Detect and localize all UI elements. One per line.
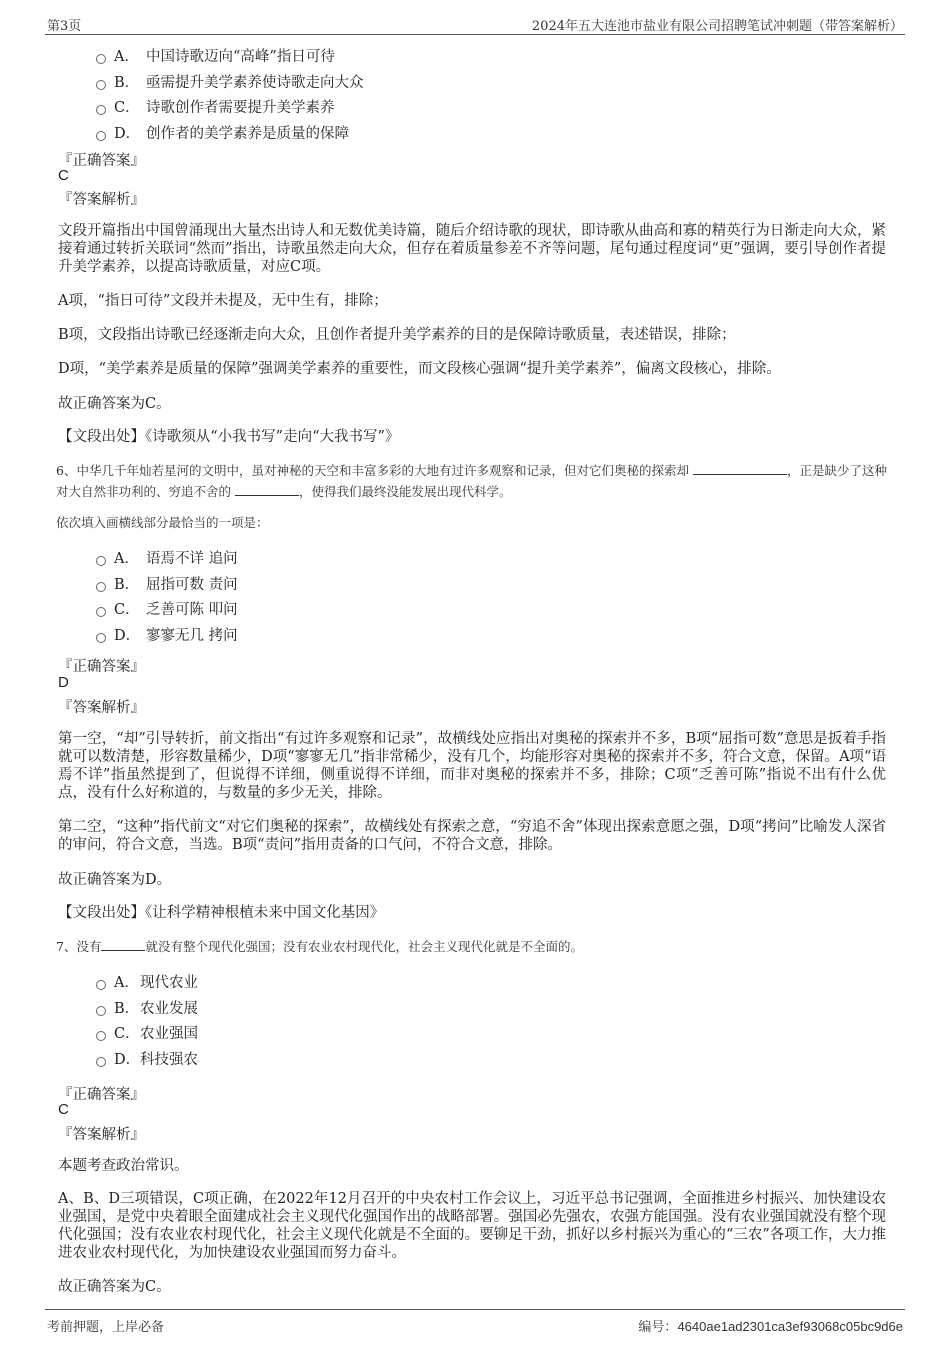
q5-source: 【文段出处】《诗歌须从“小我书写”走向“大我书写”》: [58, 429, 400, 445]
q5-analysis-paragraph: 文段开篇指出中国曾涌现出大量杰出诗人和无数优美诗篇，随后介绍诗歌的现状，即诗歌从曲高和寡的精英行为日渐走向大众，紧接着通过转折关联词“然而”指出，诗歌虽然走向大众，但存在着质量参差不齐等问题，尾句通过程度词“更”强调，要引导创作者提升美学素养，以提高诗歌质量，对应C项。: [58, 223, 886, 275]
radio-icon[interactable]: [96, 105, 106, 115]
radio-icon[interactable]: [96, 556, 106, 566]
page-number: 第3页: [47, 19, 82, 34]
q7-analysis-paragraph: 本题考查政治常识。: [58, 1158, 189, 1174]
radio-icon[interactable]: [96, 80, 106, 90]
q5-analysis-paragraph: 故正确答案为C。: [58, 396, 171, 412]
q5-analysis-label: 『答案解析』: [58, 192, 145, 208]
q7-analysis-paragraph: 故正确答案为C。: [58, 1279, 171, 1295]
radio-icon[interactable]: [96, 633, 106, 643]
q7-analysis-label: 『答案解析』: [58, 1127, 145, 1143]
q5-answer: C: [58, 167, 69, 184]
q5-answer-label: 『正确答案』: [58, 153, 145, 169]
q7-answer: C: [58, 1101, 69, 1118]
q7-analysis-paragraph: A、B、D三项错误，C项正确，在2022年12月召开的中央农村工作会议上，习近平总书记强调，全面推进乡村振兴、加快建设农业强国，是党中央着眼全面建成社会主义现代化强国作出的战略部署。强国必先强农，农强方能国强。没有农业强国就没有整个现代化强国；没有农业农村现代化，社会主义现代化就是不全面的。要铆足干劲，抓好以乡村振兴为重心的“三农”各项工作，大力推进农业农村现代化，为加快建设农业强国而努力奋斗。: [58, 1191, 886, 1261]
q6-analysis-label: 『答案解析』: [58, 700, 145, 716]
q5-analysis-paragraph: D项，“美学素养是质量的保障”强调美学素养的重要性，而文段核心强调“提升美学素养”，偏离文段核心，排除。: [58, 361, 781, 377]
page-header: [45, 14, 905, 35]
fill-blank: [101, 937, 145, 951]
q6-analysis-paragraph: 第二空，“这种”指代前文“对它们奥秘的探索”，故横线处有探索之意，“穷追不舍”体现出探索意愿之强，D项“拷问”比喻发人深省的审问，符合文意，当选。B项“责问”指用责备的口气问，不符合文意，排除。: [58, 819, 886, 853]
document-code: 编号：4640ae1ad2301ca3ef93068c05bc9d6e: [638, 1319, 903, 1335]
document-title: 2024年五大连池市盐业有限公司招聘笔试冲刺题（带答案解析）: [531, 19, 903, 34]
radio-icon[interactable]: [96, 582, 106, 592]
fill-blank: [235, 482, 299, 496]
q6-prompt: 依次填入画横线部分最恰当的一项是：: [56, 515, 269, 530]
q5-analysis-paragraph: A项，“指日可待”文段并未提及，无中生有，排除；: [58, 293, 388, 309]
q7-stem: 7、没有 就没有整个现代化强国；没有农业农村现代化，社会主义现代化就是不全面的。: [56, 939, 583, 954]
q6-analysis-paragraph: 第一空，“却”引导转折，前文指出“有过许多观察和记录”，故横线处应指出对奥秘的探索并不多，B项“屈指可数”意思是扳着手指就可以数清楚，形容数量稀少，D项“寥寥无几”指非常稀少，没有几个，均能形容对奥秘的探索并不多，符合文意，保留。A项“语焉不详”指虽然提到了，但说得不详细，侧重说得不详细，而非对奥秘的探索并不多，排除；C项“乏善可陈”指说不出有什么优点，没有什么好称道的，与数量的多少无关，排除。: [58, 731, 886, 801]
q7-answer-label: 『正确答案』: [58, 1087, 145, 1103]
radio-icon[interactable]: [96, 1057, 106, 1067]
q6-answer-label: 『正确答案』: [58, 659, 145, 675]
radio-icon[interactable]: [96, 1031, 106, 1041]
radio-icon[interactable]: [96, 131, 106, 141]
q6-analysis-paragraph: 故正确答案为D。: [58, 872, 172, 888]
radio-icon[interactable]: [96, 54, 106, 64]
q6-stem: 6、中华几千年灿若星河的文明中，虽对神秘的天空和丰富多彩的大地有过许多观察和记录，但对它们奥秘的探索却 ，正是缺少了这种对大自然非功利的、穷追不舍的 ，使得我们最终没能发展出现代科学。: [56, 463, 887, 499]
footer-slogan: 考前押题，上岸必备: [47, 1320, 165, 1335]
radio-icon[interactable]: [96, 607, 106, 617]
q6-source: 【文段出处】《让科学精神根植未来中国文化基因》: [58, 905, 385, 921]
fill-blank: [693, 461, 787, 475]
page-footer: [45, 1309, 905, 1334]
q6-answer: D: [58, 674, 69, 691]
q5-analysis-paragraph: B项，文段指出诗歌已经逐渐走向大众，且创作者提升美学素养的目的是保障诗歌质量，表述错误，排除；: [58, 327, 736, 343]
radio-icon[interactable]: [96, 980, 106, 990]
radio-icon[interactable]: [96, 1006, 106, 1016]
